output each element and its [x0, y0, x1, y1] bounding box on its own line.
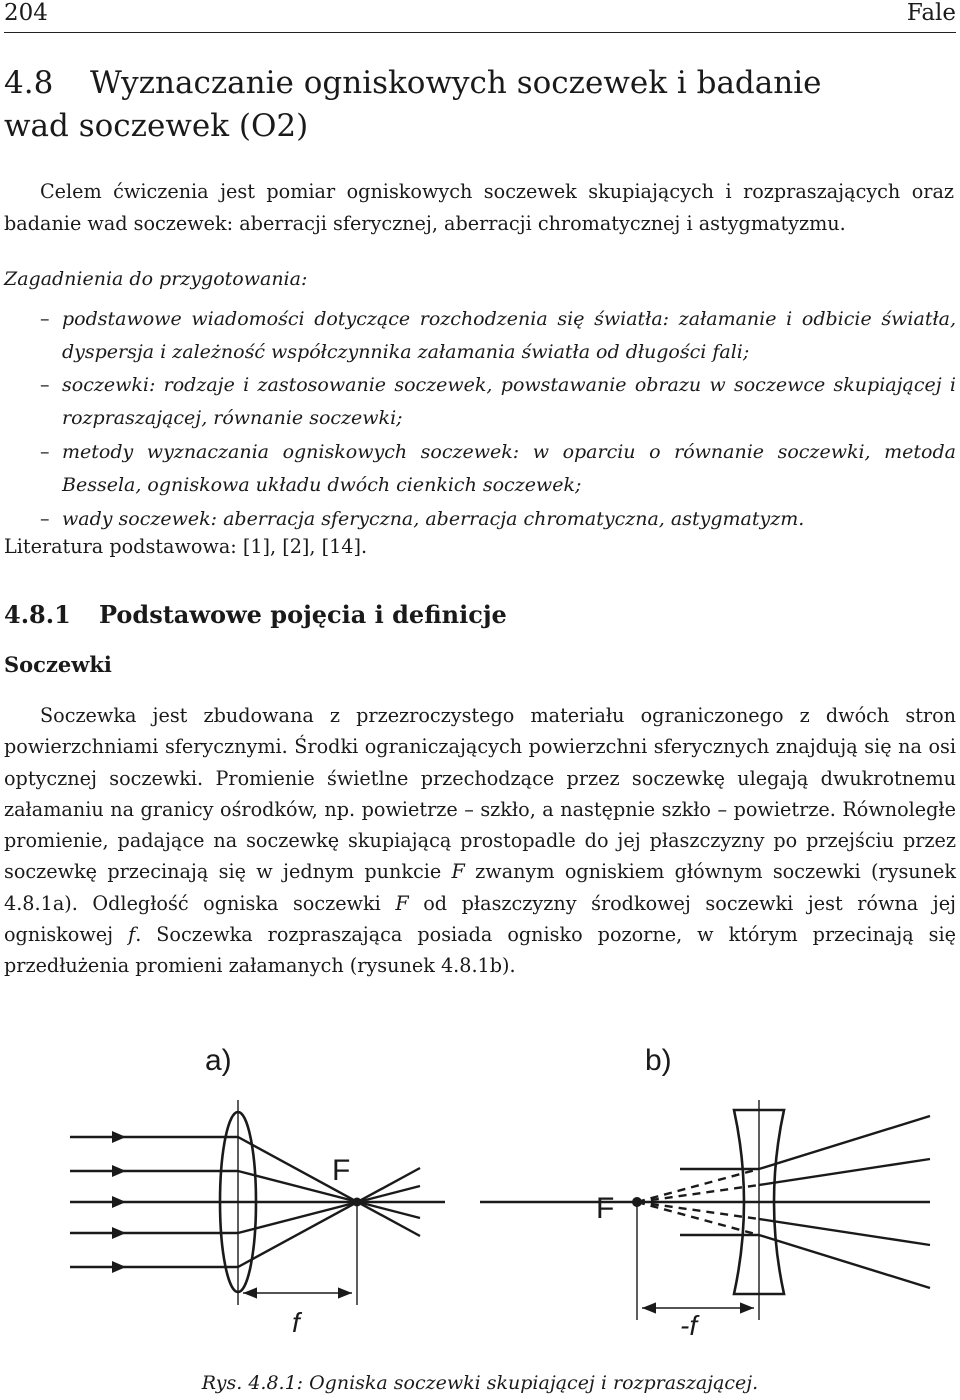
converging-lens-diagram	[70, 1044, 445, 1338]
ray-arrowheads	[112, 1131, 126, 1273]
section-title-line1: Wyznaczanie ogniskowych soczewek i badanie	[90, 65, 822, 101]
body-paragraph	[4, 700, 956, 982]
focus-label: F	[596, 1192, 615, 1225]
list-dash: –	[40, 441, 50, 463]
list-item	[4, 503, 956, 536]
lens-figure	[0, 1030, 960, 1365]
list-item	[4, 369, 956, 435]
list-dash: –	[40, 308, 50, 330]
list-dash: –	[40, 374, 50, 396]
running-header: Fale	[906, 0, 956, 26]
focal-length-label: -f	[680, 1310, 698, 1341]
list-item-text: metody wyznaczania ogniskowych soczewek: w oparciu o równanie soczewki, metoda Bessela, ogniskowa układu dwóch cienkich soczewek;	[62, 441, 956, 496]
list-item-text: soczewki: rodzaje i zastosowanie soczewek, powstawanie obrazu w soczewce skupiającej i rozpraszającej, równanie soczewki;	[62, 374, 956, 429]
body-text-1: Soczewka jest zbudowana z przezroczystego materiału ograniczonego z dwóch stron powierzchniami sferycznymi. Środki ograniczających powierzchni sferycznych znajdują się na osi optycznej soczewki. Promienie świetlne przechodzące przez soczewkę ulegają dwukrotnemu załamaniu na granicy ośrodków, np. powietrze – szkło, a następnie szkło – powietrze. Równoległe promienie, padające na soczewkę skupiającą prostopadle do jej płaszczyzny po przejściu przez soczewkę przecinają się w jednym punkcie	[4, 704, 956, 884]
header-rule	[4, 32, 956, 33]
body-text-2: zwanym ogniskiem głównym soczewki (rysunek 4.8.1a). Odległość ogniska soczewki	[4, 860, 956, 915]
section-title-line2: wad soczewek (O2)	[4, 108, 309, 144]
focal-length-symbol: f	[128, 923, 136, 947]
page-number: 204	[4, 0, 48, 26]
body-text-4: . Soczewka rozpraszająca posiada ognisko pozorne, w którym przecinają się przedłużenia promieni załamanych (rysunek 4.8.1b).	[4, 923, 956, 978]
section-title	[4, 62, 944, 148]
preparation-heading: Zagadnienia do przygotowania:	[4, 268, 308, 290]
focus-label: F	[332, 1154, 351, 1187]
focus-symbol: F	[451, 860, 465, 884]
paragraph-heading: Soczewki	[4, 652, 112, 677]
subsection-title	[4, 600, 507, 629]
body-text-3: od płaszczyzny środkowej soczewki jest równa jej ogniskowej	[4, 891, 957, 947]
list-dash: –	[40, 508, 50, 530]
list-item-text: wady soczewek: aberracja sferyczna, aberracja chromatyczna, astygmatyzm.	[62, 508, 805, 530]
label-b: b)	[645, 1044, 672, 1077]
list-item-text: podstawowe wiadomości dotyczące rozchodzenia się światła: załamanie i odbicie światła, dyspersja i zależność współczynnika załamania światła od długości fali;	[62, 308, 956, 363]
label-a: a)	[205, 1044, 232, 1077]
figure-caption: Rys. 4.8.1: Ogniska soczewki skupiającej i rozpraszającej.	[201, 1372, 759, 1394]
literature-line: Literatura podstawowa: [1], [2], [14].	[4, 535, 368, 558]
list-item	[4, 436, 956, 502]
section-number: 4.8	[4, 65, 54, 101]
list-item	[4, 303, 956, 369]
focal-length-label: f	[292, 1307, 300, 1338]
subsection-number: 4.8.1	[4, 600, 71, 629]
subsection-title-text: Podstawowe pojęcia i definicje	[99, 600, 507, 629]
diverging-lens-diagram	[480, 1044, 930, 1341]
focus-symbol: F	[395, 891, 409, 915]
intro-paragraph: Celem ćwiczenia jest pomiar ogniskowych soczewek skupiających i rozpraszających oraz badanie wad soczewek: aberracji sferycznej, aberracji chromatycznej i astygmatyzmu.	[4, 180, 954, 235]
